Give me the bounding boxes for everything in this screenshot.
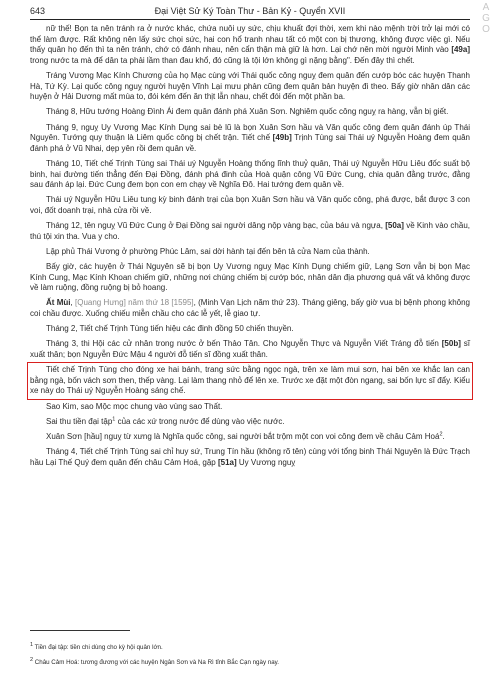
- footnote-term: Châu Cảm Hoá: [34, 659, 78, 666]
- paragraph: [30, 447, 470, 468]
- page-title: Đại Việt Sử Ký Toàn Thư - Bản Kỷ - Quyển XVII: [154, 6, 346, 16]
- text-run: về Kinh vào chầu, thú tội xin tha. Vua y cho.: [30, 221, 470, 241]
- paragraph: [30, 195, 470, 216]
- paragraph: [30, 432, 470, 443]
- era-note: [Quang Hưng] năm thứ 18 [1595]: [75, 298, 194, 308]
- page-header: [30, 6, 470, 20]
- text-run: .: [442, 431, 445, 441]
- text-run: Tháng 2, Tiết chế Trịnh Tùng tiến hiệu các đinh đồng 50 chiến thuyền.: [46, 324, 294, 334]
- paragraph: [30, 159, 470, 191]
- paragraph: [30, 107, 470, 118]
- paragraph: [30, 262, 470, 294]
- paragraph: [30, 298, 470, 319]
- folio-marker: [49b]: [272, 133, 292, 143]
- text-run: Tiết chế Trịnh Tùng cho đóng xe hai bánh, trang sức bằng ngọc ngà, trên xe làm mui sơn, hai bên xe khắc lan can bằng ngà, bốn vách sơn then, thếp vàng. Lại làm thang nhỏ để lên xe. Trước xe đặt một đòn ngang, sai bốn lực sĩ đẩy. Kiểu xe này do Thái uý Nguyễn Hoàng sáng chế.: [30, 365, 470, 396]
- watermark-logo: AGO: [482, 2, 490, 35]
- footnote-ref: 1: [112, 416, 116, 423]
- footnote-2: [30, 656, 470, 667]
- folio-marker: [49a]: [451, 45, 470, 55]
- highlighted-paragraph: [30, 365, 470, 397]
- folio-marker: Ất Mùi: [46, 298, 71, 308]
- text-run: Thái uý Nguyễn Hữu Liêu tung kỳ binh đánh trại của bọn Xuân Sơn hầu và Văn quốc công, phá được, bắt được 3 con voi, đốt doanh trại, nhà cửa rồi về.: [30, 195, 470, 215]
- text-run: Xuân Sơn [hầu] nguỵ từ xưng là Nghĩa quốc công, sai người bắt trộm một con voi công đem về châu Cảm Hoá: [46, 431, 440, 441]
- text-run: trong nước ta mà để dân ta phải lầm than đau khổ, đó cũng là tội lớn không gì nặng bằng". Đến đây thì chết.: [30, 55, 415, 65]
- text-run: Tráng Vương Mạc Kính Chương của họ Mạc cùng với Thái quốc công nguỵ đem quân đến cướp bóc các huyện Thanh Hà, Tứ Kỳ. Lại quốc công nguỵ người huyện Vĩnh Lại mưu phản cũng đem quân bản huyện đi theo. Bấy giờ nhân dân các huyện ở Hải Dương mất mùa to, đói kém đến ăn thịt lẫn nhau, chết đói đến một phần ba.: [30, 70, 470, 102]
- paragraph: [30, 24, 470, 66]
- text-run: Trịnh Tùng sai Thái uý Nguyễn Hoàng đem quân đánh phá ở Vũ Nhai, dẹp yên rồi đem quân về.: [30, 133, 470, 153]
- paragraph: [30, 71, 470, 103]
- text-run: sĩ xuất thân; bọn Nguyễn Đức Mậu 4 người đỗ tiến sĩ đồng xuất thân.: [30, 339, 470, 359]
- paragraph: [30, 123, 470, 155]
- text-run: Bấy giờ, các huyện ở Thái Nguyên sẽ bị bọn Uy Vương nguỵ Mạc Kính Dụng chiếm giữ, Lạng Sơn vẫn bị bọn Mạc Kính Cung, Mạc Kính Khoan chiếm giữ, những nơi chúng chiếm bị cướp bóc, nhân dân địa phương quá vất vả không được về làm ruộng, đồng ruộng bị bỏ hoang.: [30, 262, 470, 293]
- page-body: [30, 24, 470, 473]
- text-run: Tháng 3, thi Hội các cử nhân trong nước ở bến Thảo Tân. Cho Nguyễn Thực và Nguyễn Viết Tráng đỗ tiến: [46, 339, 442, 349]
- page-number: 643: [30, 6, 46, 16]
- paragraph: [30, 324, 470, 335]
- text-run: Tháng 8, Hữu tướng Hoàng Đình Ái đem quân đánh phá Xuân Sơn. Nghiêm quốc công nguỵ ra hàng, vẫn bị giết.: [46, 107, 449, 117]
- header-rule: [30, 19, 470, 20]
- footnote-ref: 2: [439, 431, 443, 438]
- text-run: , (Minh Vạn Lịch năm thứ 23). Tháng giêng, bấy giờ vua bị bệnh phong không coi chầu được. Xuống chiếu miễn chầu cho các lễ yết, lễ giao tự.: [30, 298, 471, 318]
- text-run: Tháng 9, nguỵ Uy Vương Mạc Kính Dụng sai bè lũ là bọn Xuân Sơn hầu và Văn quốc công đem quân đánh úp Thái Nguyên. Tướng quy thuận là Liêm quốc công bị chết trận. Tiết chế: [30, 122, 470, 143]
- footnote-1: [30, 641, 470, 652]
- paragraph: [30, 417, 470, 428]
- text-run: Tháng 10, Tiết chế Trịnh Tùng sai Thái uý Nguyễn Hoàng thống lĩnh thuỷ quân, Thái uý Nguyễn Hữu Liêu đốc suất bộ binh, hai đường tiến thẳng đến Đại Đồng, đánh phá đinh của Hoà quận công Vũ Đức Cung, chia quân đằng trước, đằng sau đánh áp lại. Đức Cung đem bọn con em chạy về Nghĩa Đô. Hai tướng đem quân về.: [30, 158, 470, 190]
- text-run: Sai thu tiền đại tập: [46, 416, 113, 426]
- folio-marker: [51a]: [217, 457, 237, 467]
- footnote-number: 1: [30, 641, 34, 648]
- footnote-term: Tiền đại tập: [34, 644, 67, 651]
- text-run: nữ thế! Bọn ta nên tránh ra ở nước khác, chứa nuôi uy sức, chịu khuất đợi thời, xem khi nào mệnh trời trở lại mới có thể làm được. Rất không nên lấy sức chọi sức, hai con hổ tranh nhau tất có một con bị thương, không được việc gì. Nếu thấy quân họ đến thì ta nên tránh, chớ có đánh nhau, nên cẩn thận mà giữ là hơn. Lại chớ nên mời người Minh vào: [30, 24, 470, 55]
- footnote-text: : tiền chi dùng cho kỳ hội quân lớn.: [66, 644, 163, 651]
- folio-marker: [50a]: [385, 221, 404, 231]
- text-run: Lập phủ Thái Vương ở phường Phúc Lâm, sai dời hành tại đến bên tả cửa Nam của thành.: [46, 246, 370, 256]
- paragraph: [30, 402, 470, 413]
- text-run: ,: [70, 298, 76, 308]
- footnote-text: : tương đương với các huyện Ngân Sơn và Na Rì tỉnh Bắc Cạn ngày nay.: [77, 659, 279, 666]
- paragraph: [30, 339, 470, 360]
- folio-marker: [50b]: [441, 339, 461, 349]
- paragraph: [30, 247, 470, 258]
- footnote-number: 2: [30, 656, 34, 663]
- text-run: của các xứ trong nước để dùng vào việc nước.: [115, 416, 285, 426]
- text-run: Uy Vương nguỵ: [236, 457, 296, 467]
- paragraph: [30, 221, 470, 242]
- footnote-rule: [30, 630, 130, 631]
- text-run: Sao Kim, sao Mộc mọc chung vào vùng sao Thất.: [46, 401, 223, 411]
- text-run: Tháng 4, Tiết chế Trịnh Tùng sai chỉ huy sứ, Trung Tín hầu (không rõ tên) cùng với tổng binh Thái Nguyên là Đức Trạch hầu Lại Thế Quý đem quân đến châu Cảm Hoá, gặp: [30, 447, 470, 467]
- text-run: Tháng 12, tên nguỵ Vũ Đức Cung ở Đại Đồng sai người dâng nộp vàng bạc, của báu và ngựa,: [46, 221, 386, 231]
